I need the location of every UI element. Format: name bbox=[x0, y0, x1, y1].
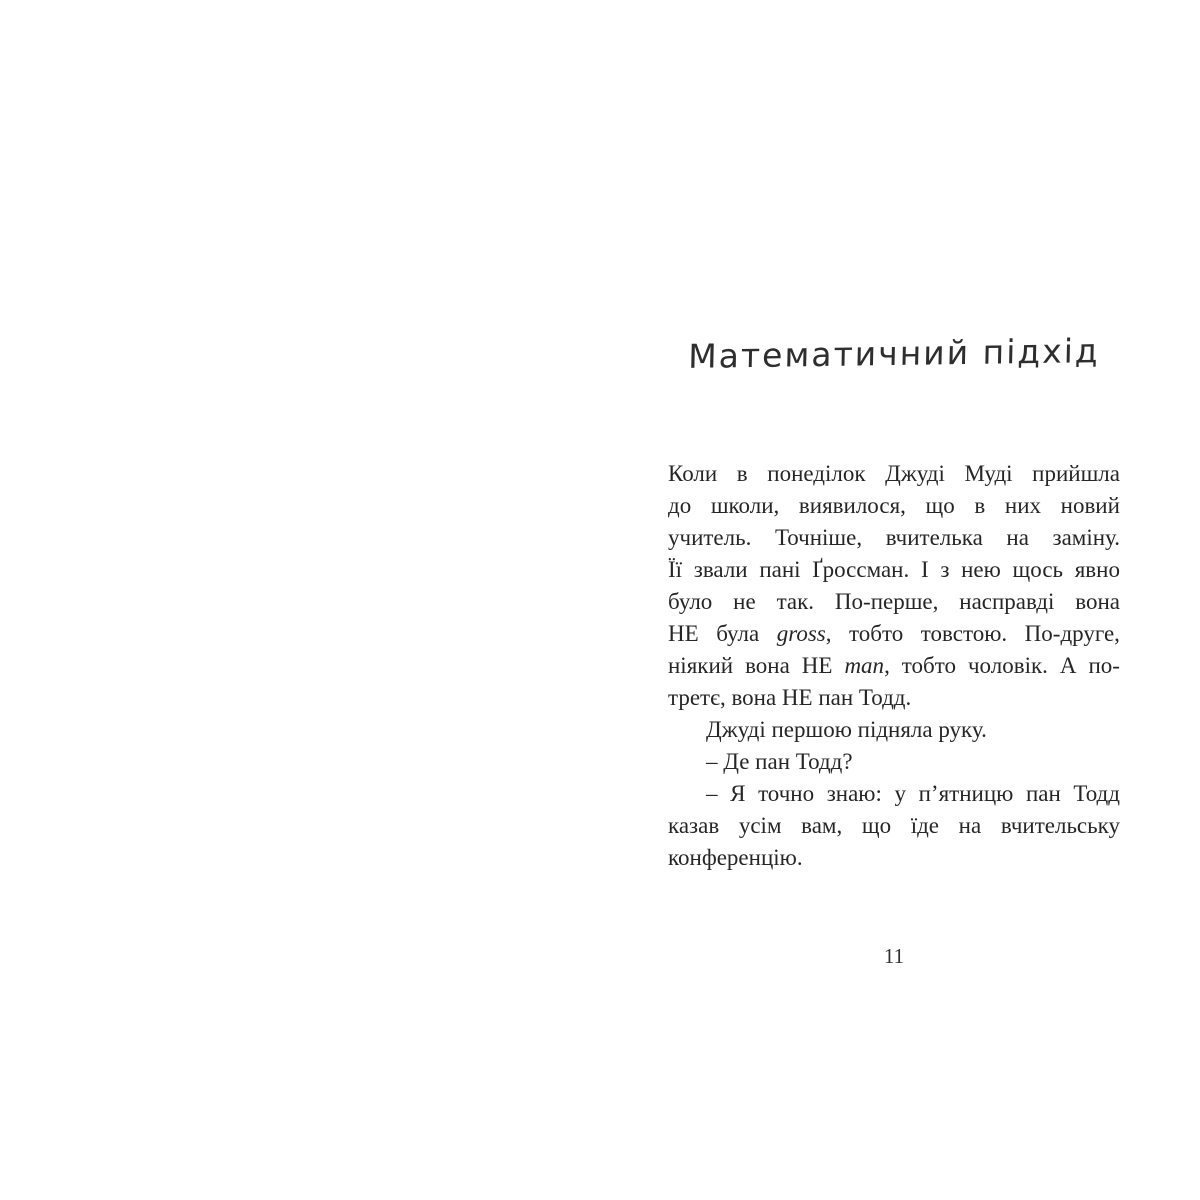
text-line: конференцію. bbox=[668, 845, 803, 870]
word: по- bbox=[1088, 653, 1120, 678]
word: пані bbox=[759, 557, 801, 582]
word: звали bbox=[693, 557, 748, 582]
word: точно bbox=[758, 781, 815, 806]
word: А bbox=[1059, 653, 1077, 678]
body-text bbox=[668, 458, 1120, 874]
word: новий bbox=[1060, 493, 1120, 518]
word: в bbox=[736, 461, 748, 486]
word: Я bbox=[730, 781, 746, 806]
word: щось bbox=[1012, 557, 1064, 582]
word: тобто bbox=[849, 621, 904, 646]
word: По-перше, bbox=[834, 589, 939, 614]
word: виявилося, bbox=[798, 493, 906, 518]
word: учитель. bbox=[668, 525, 752, 550]
word: НЕ bbox=[668, 621, 699, 646]
word: так. bbox=[776, 589, 815, 614]
page-number: 11 bbox=[883, 944, 905, 968]
word: вчителька bbox=[885, 525, 983, 550]
word: не bbox=[733, 589, 756, 614]
word: на bbox=[958, 813, 982, 838]
word: нею bbox=[961, 557, 1001, 582]
text-line: третє, вона НЕ пан Тодд. bbox=[668, 685, 912, 710]
text-line bbox=[668, 458, 1120, 490]
word: чоловік. bbox=[967, 653, 1048, 678]
chapter-title: Математичний підхід bbox=[687, 331, 1101, 376]
text-line: – Де пан Тодд? bbox=[706, 749, 853, 774]
word: що bbox=[861, 813, 892, 838]
word: вам, bbox=[801, 813, 843, 838]
text-line bbox=[668, 810, 1120, 842]
word: товстою. bbox=[920, 621, 1008, 646]
word: Точніше, bbox=[774, 525, 863, 550]
word: Її bbox=[668, 557, 683, 582]
word: до bbox=[668, 493, 692, 518]
word: вона bbox=[1075, 589, 1120, 614]
word: з bbox=[940, 557, 950, 582]
word: знаю: bbox=[826, 781, 882, 806]
word: Муді bbox=[964, 461, 1013, 486]
text-line bbox=[668, 778, 1120, 810]
word: вчительську bbox=[1000, 813, 1120, 838]
word: Тодд bbox=[1073, 781, 1120, 806]
word: Джуді bbox=[885, 461, 945, 486]
word: І bbox=[920, 557, 929, 582]
word: – bbox=[706, 781, 718, 806]
word: п’ятницю bbox=[918, 781, 1014, 806]
word: казав bbox=[668, 813, 720, 838]
text-line bbox=[668, 522, 1120, 554]
text-line bbox=[668, 586, 1120, 618]
word: на bbox=[1006, 525, 1029, 550]
text-line bbox=[668, 618, 1120, 650]
word: Коли bbox=[668, 461, 718, 486]
word: у bbox=[894, 781, 906, 806]
word: їде bbox=[910, 813, 940, 838]
word: вона bbox=[745, 653, 790, 678]
word: заміну. bbox=[1052, 525, 1120, 550]
word: По-друге, bbox=[1024, 621, 1120, 646]
text-line bbox=[668, 554, 1120, 586]
text-line: Джуді першою підняла руку. bbox=[706, 717, 987, 742]
word: НЕ bbox=[801, 653, 833, 678]
word: понеділок bbox=[767, 461, 866, 486]
word: man, bbox=[844, 653, 890, 678]
word: що bbox=[925, 493, 955, 518]
word: було bbox=[668, 589, 713, 614]
word: насправді bbox=[959, 589, 1055, 614]
text-line bbox=[668, 490, 1120, 522]
word: них bbox=[1004, 493, 1042, 518]
word: усім bbox=[738, 813, 782, 838]
word: школи, bbox=[710, 493, 780, 518]
word: в bbox=[974, 493, 986, 518]
word: gross, bbox=[776, 621, 832, 646]
word: тобто bbox=[901, 653, 956, 678]
word: була bbox=[716, 621, 760, 646]
word: прийшла bbox=[1032, 461, 1120, 486]
word: ніякий bbox=[668, 653, 734, 678]
word: пан bbox=[1025, 781, 1061, 806]
text-line bbox=[668, 650, 1120, 682]
word: явно bbox=[1074, 557, 1120, 582]
word: Ґроссман. bbox=[812, 557, 910, 582]
